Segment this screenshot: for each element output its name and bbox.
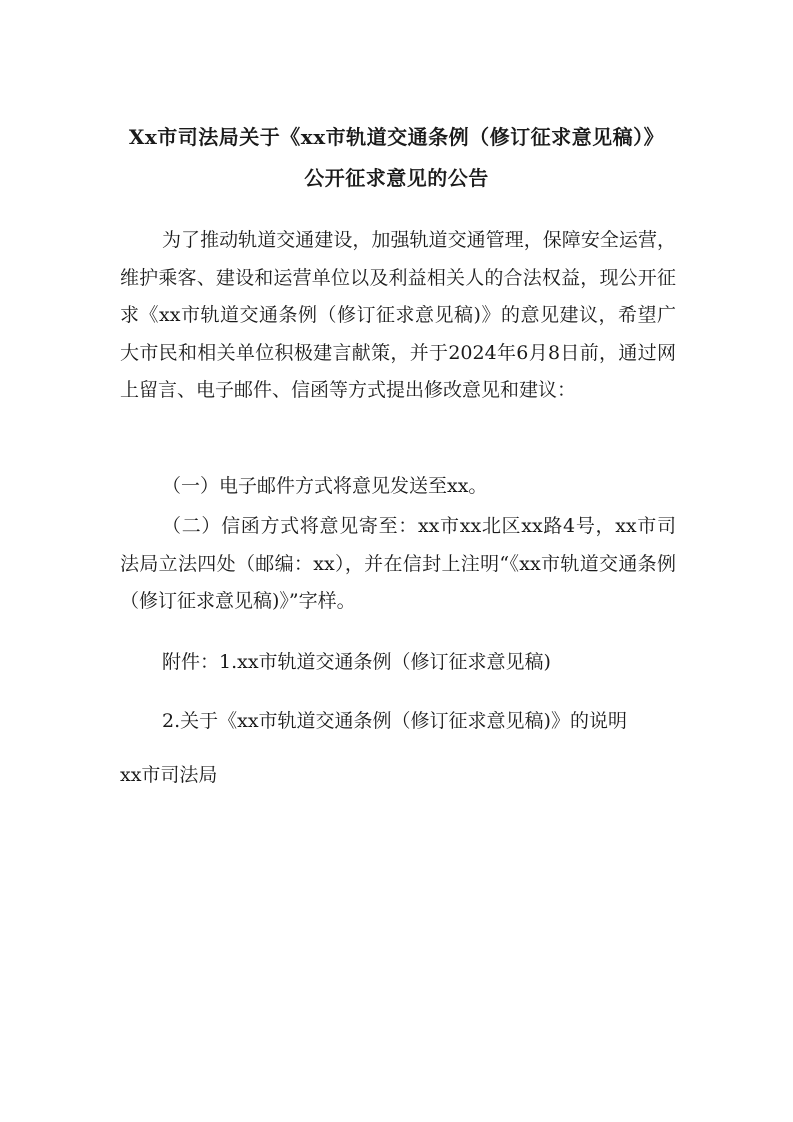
document-title-line-2: 公开征求意见的公告 bbox=[304, 166, 489, 190]
attachment-line-2: 2.关于《xx市轨道交通条例（修订征求意见稿)》的说明 bbox=[162, 710, 627, 732]
intro-paragraph: 为了推动轨道交通建设，加强轨道交通管理，保障安全运营，维护乘客、建设和运营单位以及利益相关人的合法权益，现公开征求《xx市轨道交通条例（修订征求意见稿)》的意见建议，希望广大市民和相关单位积极建言献策，并于2024年6月8日前，通过网上留言、电子邮件、信函等方式提出修改意见和建议： bbox=[120, 229, 676, 402]
submission-method-email: （一）电子邮件方式将意见发送至xx。 bbox=[162, 475, 488, 497]
document-title-line-1: Xx市司法局关于《xx市轨道交通条例（修订征求意见稿）》 bbox=[128, 125, 665, 149]
issuer-signature: xx市司法局 bbox=[120, 764, 218, 786]
attachment-line-1: 附件：1.xx市轨道交通条例（修订征求意见稿) bbox=[162, 651, 551, 673]
submission-method-letter: （二）信函方式将意见寄至：xx市xx北区xx路4号，xx市司法局立法四处（邮编：xx），并在信封上注明“《xx市轨道交通条例（修订征求意见稿)》”字样。 bbox=[120, 515, 676, 613]
